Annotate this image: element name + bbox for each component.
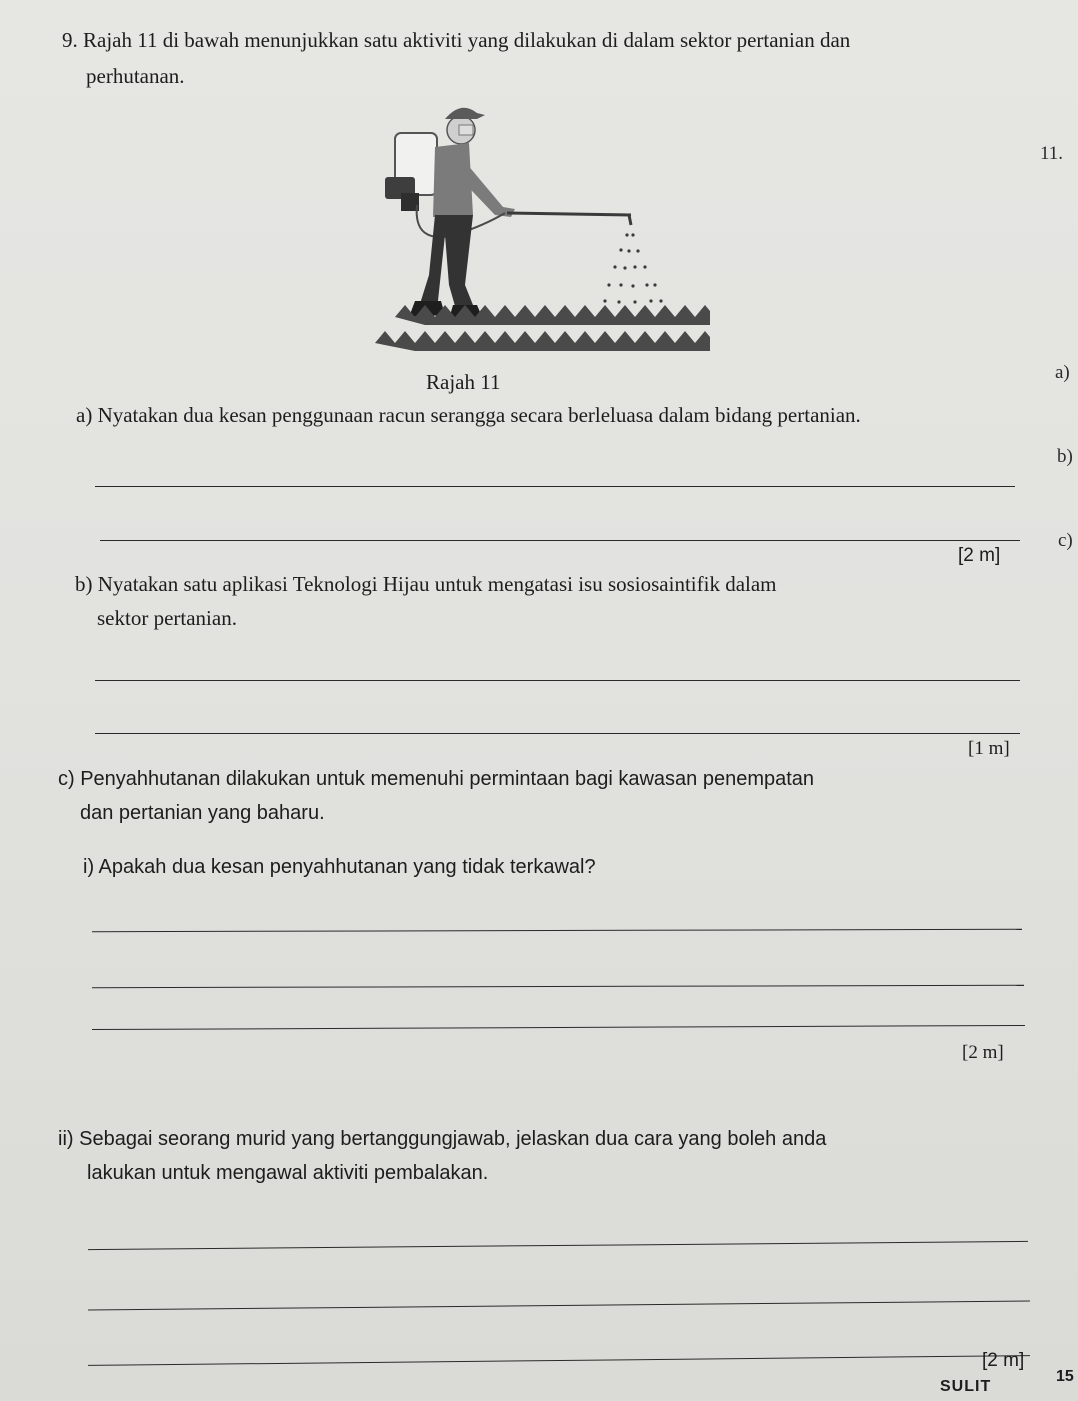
part-c-ii-marks: [2 m] [982, 1350, 1025, 1371]
answer-line-cii2[interactable] [88, 1300, 1030, 1310]
part-c-ii-question-line1: ii) Sebagai seorang murid yang bertanggungjawab, jelaskan dua cara yang boleh anda [58, 1128, 827, 1150]
answer-line-b2[interactable] [95, 733, 1020, 734]
part-c-i-marks: [2 m] [962, 1042, 1004, 1063]
adjacent-label-b: b) [1057, 446, 1073, 467]
figure-caption: Rajah 11 [426, 370, 501, 394]
part-c-intro-line2: dan pertanian yang baharu. [80, 802, 325, 824]
part-a-question: a) Nyatakan dua kesan penggunaan racun serangga secara berleluasa dalam bidang pertanian. [76, 403, 861, 427]
part-b-question-line1: b) Nyatakan satu aplikasi Teknologi Hijau untuk mengatasi isu sosiosaintifik dalam [75, 572, 777, 596]
adjacent-label-a: a) [1055, 362, 1070, 383]
part-b-question-line2: sektor pertanian. [97, 606, 237, 630]
answer-line-a2[interactable] [100, 540, 1020, 541]
part-b-marks: [1 m] [968, 738, 1010, 759]
answer-line-a1[interactable] [95, 486, 1015, 487]
answer-line-cii3[interactable] [88, 1355, 1030, 1366]
answer-line-b1[interactable] [95, 680, 1020, 681]
part-c-i-question: i) Apakah dua kesan penyahhutanan yang tidak terkawal? [83, 856, 596, 878]
part-c-intro-line1: c) Penyahhutanan dilakukan untuk memenuhi permintaan bagi kawasan penempatan [58, 768, 815, 790]
part-c-ii-question-line2: lakukan untuk mengawal aktiviti pembalakan. [87, 1162, 489, 1184]
question-intro-line1 [62, 28, 850, 53]
answer-line-ci2[interactable] [92, 985, 1024, 988]
adjacent-question-number: 11. [1040, 143, 1064, 164]
question-intro-text: Rajah 11 di bawah menunjukkan satu aktiviti yang dilakukan di dalam sektor pertanian dan [83, 28, 851, 52]
answer-line-ci1[interactable] [92, 929, 1022, 932]
question-intro-line2: perhutanan. [86, 64, 185, 88]
answer-line-ci3[interactable] [92, 1025, 1025, 1030]
question-number: 9. [62, 28, 78, 52]
adjacent-label-c: c) [1058, 530, 1073, 551]
page-number: 15 [1056, 1368, 1074, 1385]
farmer-spraying-illustration [365, 95, 710, 360]
sulit-label: SULIT [940, 1378, 992, 1395]
part-a-marks: [2 m] [958, 545, 1001, 566]
answer-line-cii1[interactable] [88, 1241, 1028, 1250]
